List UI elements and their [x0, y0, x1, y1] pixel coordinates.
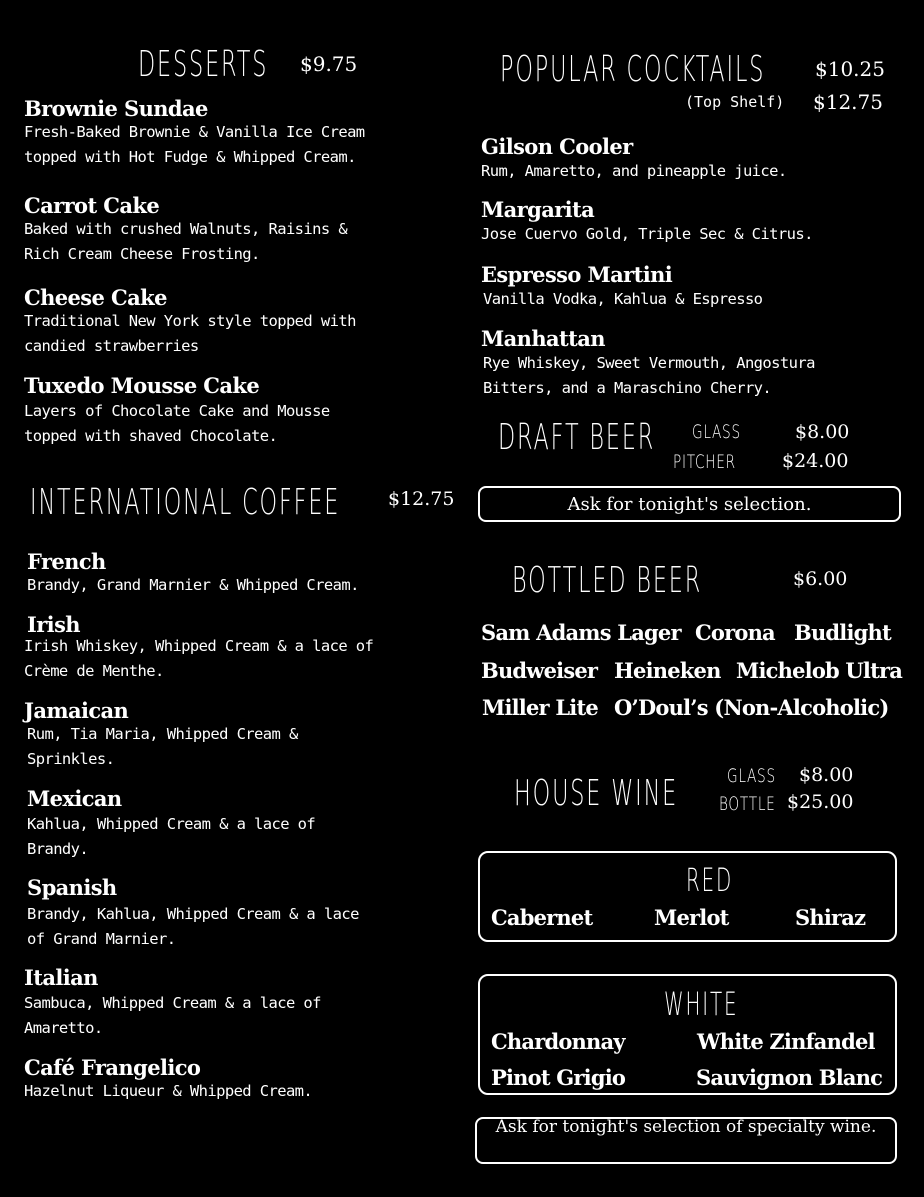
cocktail-name: Espresso Martini: [481, 262, 673, 287]
dessert-desc: Traditional New York style topped with candied strawberries: [24, 312, 356, 355]
desserts-price: $9.75: [300, 52, 358, 76]
coffee-heading: INTERNATIONAL COFFEE: [30, 482, 341, 523]
coffee-name: Café Frangelico: [24, 1055, 201, 1080]
red-wine-item: Cabernet: [491, 905, 593, 930]
dessert-desc: Layers of Chocolate Cake and Mousse topped with shaved Chocolate.: [24, 402, 330, 445]
wine-glass-label: GLASS: [727, 765, 776, 787]
wine-bottle-label: BOTTLE: [719, 793, 776, 815]
draft-selection-note: Ask for tonight's selection.: [567, 494, 812, 515]
top-shelf-label: (Top Shelf): [685, 93, 785, 111]
dessert-desc: Baked with crushed Walnuts, Raisins & Rich Cream Cheese Frosting.: [24, 220, 348, 263]
beer-brand: Michelob Ultra: [736, 658, 903, 683]
coffee-price: $12.75: [388, 488, 455, 510]
coffee-name: Italian: [24, 965, 98, 990]
white-wine-item: Chardonnay: [491, 1029, 625, 1054]
coffee-name: Spanish: [27, 875, 117, 900]
coffee-desc: Hazelnut Liqueur & Whipped Cream.: [24, 1082, 313, 1100]
red-wine-box: [478, 851, 897, 942]
cocktail-name: Margarita: [481, 197, 595, 222]
coffee-desc: Kahlua, Whipped Cream & a lace of Brandy.: [27, 815, 316, 858]
draft-glass-label: GLASS: [692, 421, 741, 443]
specialty-wine-note: Ask for tonight's selection of specialty wine.: [495, 1117, 877, 1137]
cocktails-heading: POPULAR COCKTAILS: [500, 49, 766, 90]
red-wine-item: Shiraz: [795, 905, 866, 930]
draft-selection-box: [478, 486, 901, 522]
dessert-name: Cheese Cake: [24, 285, 167, 310]
cocktail-desc: Jose Cuervo Gold, Triple Sec & Citrus.: [481, 225, 813, 243]
dessert-name: Carrot Cake: [24, 193, 160, 218]
beer-brand: Corona: [695, 620, 775, 645]
coffee-desc: Sambuca, Whipped Cream & a lace of Amaretto.: [24, 994, 321, 1037]
coffee-name: Jamaican: [24, 698, 129, 723]
draft-pitcher-price: $24.00: [782, 450, 849, 472]
cocktail-name: Gilson Cooler: [481, 134, 633, 159]
beer-brand: Sam Adams Lager: [481, 620, 681, 645]
wine-bottle-price: $25.00: [787, 791, 854, 813]
wine-glass-price: $8.00: [799, 764, 854, 786]
house-wine-heading: HOUSE WINE: [514, 773, 679, 814]
cocktail-desc: Vanilla Vodka, Kahlua & Espresso: [483, 290, 763, 308]
bottled-beer-heading: BOTTLED BEER: [512, 560, 703, 601]
draft-beer-heading: DRAFT BEER: [498, 417, 656, 458]
beer-brand: O’Doul’s (Non-Alcoholic): [614, 695, 889, 720]
bottled-beer-price: $6.00: [793, 568, 848, 590]
coffee-desc: Rum, Tia Maria, Whipped Cream & Sprinkles.: [27, 725, 298, 768]
cocktail-name: Manhattan: [481, 326, 605, 351]
beer-brand: Miller Lite: [482, 695, 598, 720]
red-wine-heading: RED: [686, 861, 734, 899]
white-wine-item: Sauvignon Blanc: [696, 1065, 883, 1090]
dessert-name: Tuxedo Mousse Cake: [24, 373, 260, 398]
specialty-wine-box: [475, 1117, 897, 1164]
cocktails-price: $10.25: [815, 57, 885, 81]
dessert-name: Brownie Sundae: [24, 96, 208, 121]
coffee-desc: Irish Whiskey, Whipped Cream & a lace of Crème de Menthe.: [24, 637, 374, 680]
coffee-name: French: [27, 549, 106, 574]
beer-brand: Budweiser: [481, 658, 598, 683]
white-wine-box: [478, 974, 897, 1095]
cocktail-desc: Rye Whiskey, Sweet Vermouth, Angostura Bitters, and a Maraschino Cherry.: [483, 354, 815, 397]
white-wine-item: White Zinfandel: [697, 1029, 875, 1054]
coffee-desc: Brandy, Grand Marnier & Whipped Cream.: [27, 576, 359, 594]
coffee-name: Mexican: [27, 786, 122, 811]
coffee-name: Irish: [27, 612, 80, 637]
red-wine-item: Merlot: [654, 905, 729, 930]
top-shelf-price: $12.75: [813, 90, 883, 114]
beer-brand: Budlight: [794, 620, 891, 645]
white-wine-heading: WHITE: [664, 985, 739, 1023]
draft-glass-price: $8.00: [795, 421, 850, 443]
coffee-desc: Brandy, Kahlua, Whipped Cream & a lace of Grand Marnier.: [27, 905, 359, 948]
draft-pitcher-label: PITCHER: [673, 451, 736, 473]
beer-brand: Heineken: [614, 658, 721, 683]
desserts-heading: DESSERTS: [138, 44, 269, 85]
cocktail-desc: Rum, Amaretto, and pineapple juice.: [481, 162, 787, 180]
dessert-desc: Fresh-Baked Brownie & Vanilla Ice Cream topped with Hot Fudge & Whipped Cream.: [24, 123, 365, 166]
white-wine-item: Pinot Grigio: [491, 1065, 626, 1090]
